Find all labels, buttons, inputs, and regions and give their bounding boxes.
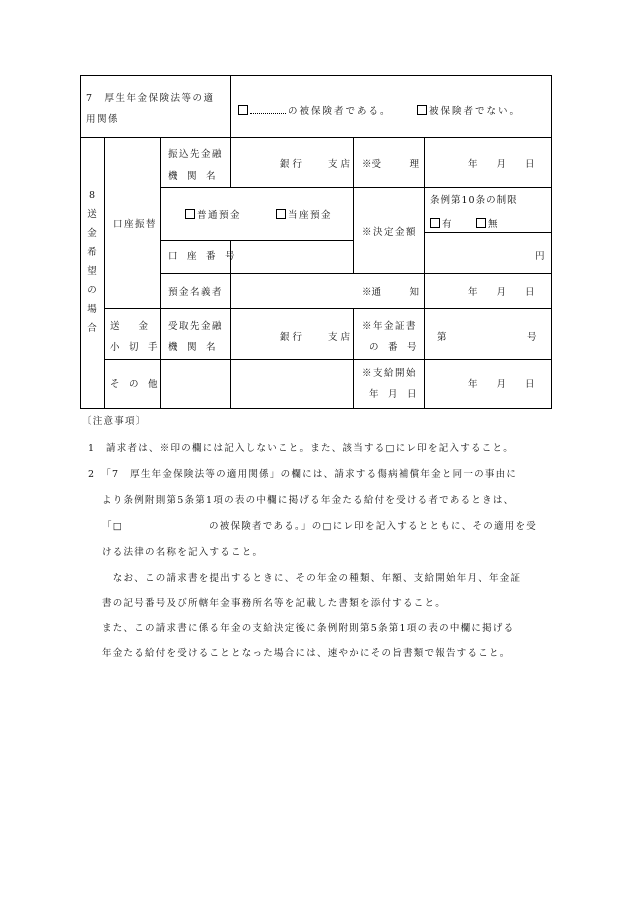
jorei-seigen-label: 条例第10条の制限 [430,195,518,206]
go-label: 号 [527,332,537,343]
bank-label-2: 銀行 [280,332,306,343]
table-rule [353,137,354,187]
table-rule [160,273,552,274]
shikyu-label-2: 年 月 日 [369,389,417,400]
sec8-label-char: 望 [87,266,97,277]
table-rule [424,187,425,273]
tsuchi-label: ※通 知 [362,287,420,298]
toza-checkbox[interactable] [276,209,286,219]
table-rule [160,137,161,408]
uketori-label-2: 機 関 名 [168,342,216,353]
notes-line: 年金たる給付を受けることとなった場合には、速やかにその旨書類で報告すること。 [102,648,511,659]
notes-line: 書の記号番号及び所轄年金事務所名等を記載した書類を添付すること。 [102,598,447,609]
table-rule [424,232,552,233]
sec8-vertical-label [85,186,99,338]
table-rule [353,187,354,273]
sec8-label-char: 8 [88,190,96,201]
insured-option-text: の被保険者である。 [288,106,392,117]
futsu-option [185,209,241,221]
form-table [80,75,552,408]
notes-line: ける法律の名称を記入すること。 [102,547,264,558]
table-border-bottom [80,408,552,409]
sonota-label: そ の 他 [110,379,158,390]
uketsuke-date[interactable]: 年 月 日 [468,159,535,170]
notes-heading: 〔注意事項〕 [82,416,147,427]
uketori-label-1: 受取先金融 [168,321,224,332]
table-border-left [80,75,81,409]
sec7-label-line1: 7 厚生年金保険法等の適 [86,93,215,104]
sec8-label-char: の [87,285,97,296]
table-rule [230,137,231,187]
futsu-checkbox[interactable] [185,209,195,219]
toza-text: 当座預金 [288,210,333,221]
furikomi-label-1: 振込先金融 [168,149,224,160]
not-insured-checkbox[interactable] [417,105,427,115]
uketsuke-label: ※受 理 [362,159,420,170]
notes-line: また、この請求書に係る年金の支給決定後に条例附則第5条第1項の表の中欄に掲げる [102,623,515,634]
sec8-label-char: 場 [87,304,97,315]
table-rule [230,240,231,408]
table-rule [353,308,354,408]
notes-line: なお、この請求書を提出するときに、その年金の種類、年額、支給開始年月、年金証 [102,573,522,584]
table-rule [424,137,425,187]
insured-checkbox[interactable] [238,105,248,115]
table-rule [104,359,552,360]
notes-line: 1 請求者は、※印の欄には記入しないこと。また、該当する□にレ印を記入すること。 [88,443,515,454]
futsu-text: 普通預金 [197,210,242,221]
yen-label: 円 [535,251,545,262]
table-rule [104,137,105,408]
branch-label-2: 支店 [328,332,354,343]
notes-line: 「□ の被保険者である。」の□にレ印を記入するとともに、その適用を受 [102,521,537,532]
ari-text: 有 [442,219,452,230]
meigi-label: 預金名義者 [168,287,224,298]
tsuchi-date[interactable]: 年 月 日 [468,287,535,298]
kettei-kingaku-label: ※決定金額 [362,227,418,238]
sec8-label-char: 送 [87,209,97,220]
sec7-insured-option [238,105,392,117]
ari-checkbox[interactable] [430,218,440,228]
table-rule [80,137,552,138]
furikomi-label-2: 機 関 名 [168,171,216,182]
nashi-text: 無 [488,219,498,230]
table-rule [230,75,231,137]
table-rule [353,187,552,188]
toza-option [276,209,332,221]
insurance-law-blank[interactable] [250,105,286,114]
table-border-top [80,75,552,76]
table-rule [160,240,353,241]
sec7-not-insured-option [417,105,521,117]
sokin-label-2: 小 切 手 [110,342,158,353]
nashi-checkbox[interactable] [476,218,486,228]
shikyu-date[interactable]: 年 月 日 [468,379,535,390]
koza-bango-label: 口 座 番 号 [168,251,235,262]
sec8-label-char: 合 [87,323,97,334]
table-rule [424,273,425,408]
bank-label: 銀行 [280,159,306,170]
sec7-label-line2: 用関係 [86,114,120,125]
notes-line: 2 「7 厚生年金保険法等の適用関係」の欄には、請求する傷病補償年金と同一の事由に [88,469,518,480]
shosho-label-1: ※年金証書 [362,321,418,332]
dai-label: 第 [437,332,447,343]
branch-label: 支店 [328,159,354,170]
notes-line: より条例附則第5条第1項の表の中欄に掲げる年金たる給付を受ける者であるときは、 [102,495,515,506]
shosho-label-2: の 番 号 [369,342,417,353]
not-insured-text: 被保険者でない。 [429,106,522,117]
sec8-label-char: 金 [87,228,97,239]
table-rule [104,308,552,309]
table-rule [160,187,353,188]
koza-furikae-label: 口座振替 [113,219,158,230]
ari-option [430,218,452,230]
table-border-right [551,75,552,409]
sec8-label-char: 希 [87,247,97,258]
nashi-option [476,218,498,230]
sokin-label-1: 送 金 [110,321,149,332]
shikyu-label-1: ※支給開始 [362,368,418,379]
